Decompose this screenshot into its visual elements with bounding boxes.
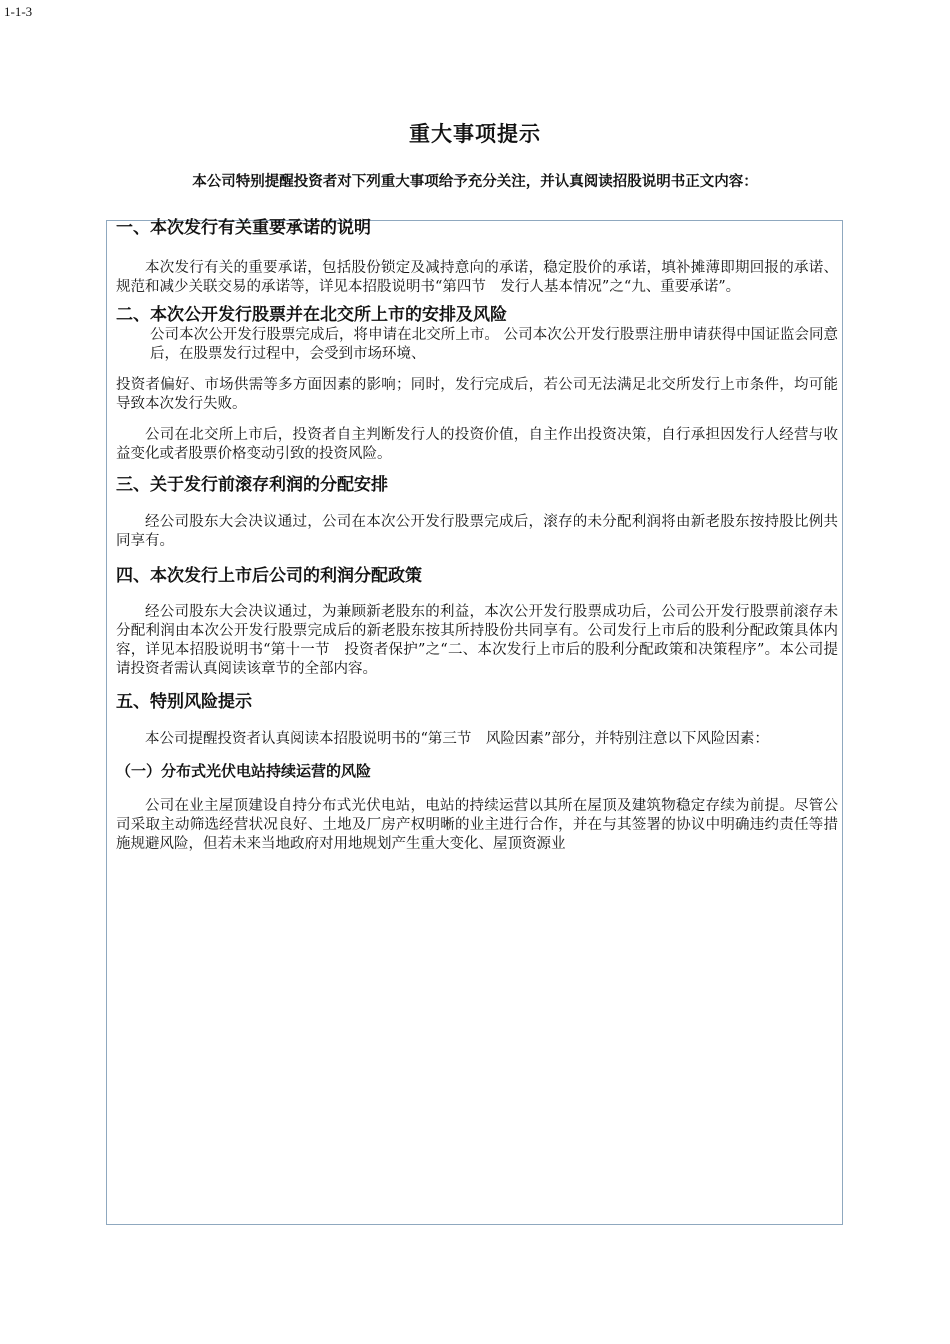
page-number: 1-1-3 — [4, 4, 33, 19]
section-heading-5: 五、特别风险提示 — [116, 692, 252, 712]
subsection-heading-risk-1: （一）分布式光伏电站持续运营的风险 — [116, 762, 372, 780]
intro-statement: 本公司特别提醒投资者对下列重大事项给予充分关注，并认真阅读招股说明书正文内容： — [192, 174, 758, 190]
page-title: 重大事项提示 — [409, 122, 541, 146]
section-3-paragraph: 经公司股东大会决议通过，公司在本次公开发行股票完成后，滚存的未分配利润将由新老股东按持股比例共同享有。 — [116, 514, 838, 549]
section-heading-4: 四、本次发行上市后公司的利润分配政策 — [116, 566, 422, 586]
subsection-risk-1-paragraph: 公司在业主屋顶建设自持分布式光伏电站，电站的持续运营以其所在屋顶及建筑物稳定存续为前提。尽管公司采取主动筛选经营状况良好、土地及厂房产权明晰的业主进行合作，并在与其签署的协议中明确违约责任等措施规避风险，但若未来当地政府对用地规划产生重大变化、屋顶资源业 — [116, 798, 838, 852]
section-1-paragraph: 本次发行有关的重要承诺，包括股份锁定及减持意向的承诺，稳定股价的承诺，填补摊薄即期回报的承诺、规范和减少关联交易的承诺等，详见本招股说明书“第四节 发行人基本情况”之“九、重要承诺”。 — [116, 260, 838, 295]
section-2-paragraph-2: 投资者偏好、市场供需等多方面因素的影响；同时，发行完成后，若公司无法满足北交所发行上市条件，均可能导致本次发行失败。 — [116, 377, 838, 412]
section-heading-1: 一、本次发行有关重要承诺的说明 — [116, 218, 371, 238]
content-body — [116, 217, 838, 854]
section-2-paragraph-3: 公司在北交所上市后，投资者自主判断发行人的投资价值，自主作出投资决策，自行承担因发行人经营与收益变化或者股票价格变动引致的投资风险。 — [116, 427, 838, 462]
section-heading-2: 二、本次公开发行股票并在北交所上市的安排及风险 — [116, 305, 507, 325]
section-2-paragraph-1: 公司本次公开发行股票完成后，将申请在北交所上市。 公司本次公开发行股票注册申请获得中国证监会同意后，在股票发行过程中，会受到市场环境、 — [150, 327, 838, 362]
section-4-paragraph: 经公司股东大会决议通过，为兼顾新老股东的利益，本次公开发行股票成功后，公司公开发行股票前滚存未分配利润由本次公开发行股票完成后的新老股东按其所持股份共同享有。公司发行上市后的股利分配政策具体内容，详见本招股说明书“第十一节 投资者保护”之“二、本次发行上市后的股利分配政策和决策程序”。本公司提请投资者需认真阅读该章节的全部内容。 — [116, 604, 838, 677]
section-heading-3: 三、关于发行前滚存利润的分配安排 — [116, 475, 388, 495]
section-5-paragraph: 本公司提醒投资者认真阅读本招股说明书的“第三节 风险因素”部分，并特别注意以下风险因素： — [145, 731, 769, 747]
